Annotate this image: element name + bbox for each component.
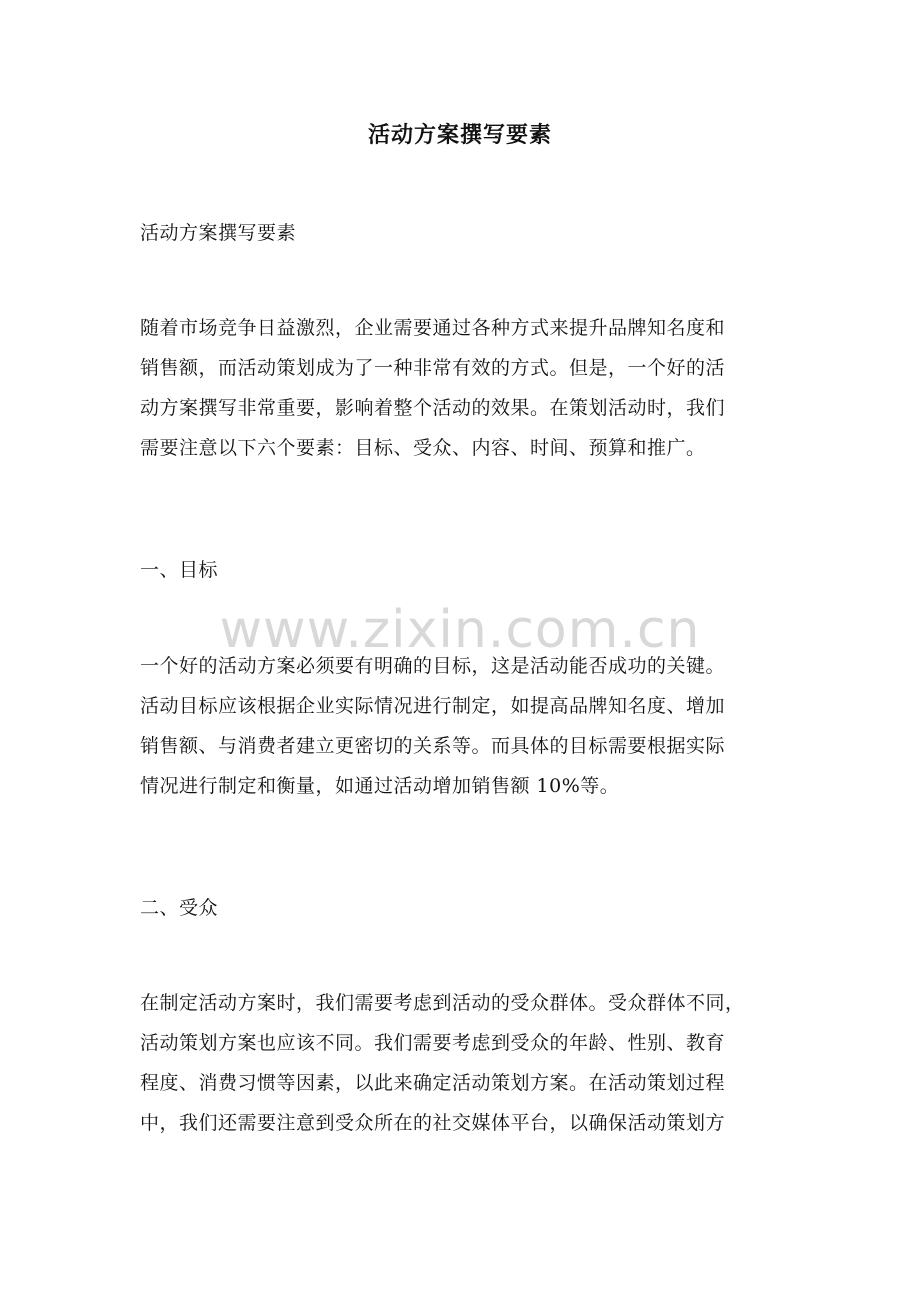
section1-line: 一个好的活动方案必须要有明确的目标，这是活动能否成功的关键。 bbox=[140, 655, 726, 677]
intro-line: 销售额，而活动策划成为了一种非常有效的方式。但是，一个好的活 bbox=[140, 357, 726, 379]
section1-heading-block bbox=[140, 550, 790, 590]
section2-paragraph bbox=[140, 983, 790, 1143]
section1-line: 销售额、与消费者建立更密切的关系等。而具体的目标需要根据实际 bbox=[140, 735, 726, 757]
section2-line: 活动策划方案也应该不同。我们需要考虑到受众的年龄、性别、教育 bbox=[140, 1032, 726, 1054]
document-title: 活动方案撰写要素 bbox=[367, 122, 552, 148]
section1-line: 活动目标应该根据企业实际情况进行制定，如提高品牌知名度、增加 bbox=[140, 695, 726, 717]
section2-line: 中，我们还需要注意到受众所在的社交媒体平台，以确保活动策划方 bbox=[140, 1112, 726, 1134]
intro-line: 动方案撰写非常重要，影响着整个活动的效果。在策划活动时，我们 bbox=[140, 397, 726, 419]
intro-line: 随着市场竞争日益激烈，企业需要通过各种方式来提升品牌知名度和 bbox=[140, 317, 726, 339]
section2-line: 程度、消费习惯等因素，以此来确定活动策划方案。在活动策划过程 bbox=[140, 1072, 726, 1094]
watermark-text: www.zixin.com.cn bbox=[219, 600, 701, 660]
section2-heading-block bbox=[140, 888, 790, 928]
document-subtitle: 活动方案撰写要素 bbox=[140, 222, 297, 244]
section2-heading: 二、受众 bbox=[140, 897, 219, 919]
section2-line: 在制定活动方案时，我们需要考虑到活动的受众群体。受众群体不同， bbox=[140, 992, 745, 1014]
intro-paragraph bbox=[140, 308, 790, 468]
section1-line: 情况进行制定和衡量，如通过活动增加销售额 10%等。 bbox=[140, 775, 620, 797]
section1-heading: 一、目标 bbox=[140, 559, 219, 581]
section1-paragraph bbox=[140, 646, 790, 806]
subtitle-block bbox=[140, 213, 790, 253]
intro-line: 需要注意以下六个要素：目标、受众、内容、时间、预算和推广。 bbox=[140, 437, 706, 459]
